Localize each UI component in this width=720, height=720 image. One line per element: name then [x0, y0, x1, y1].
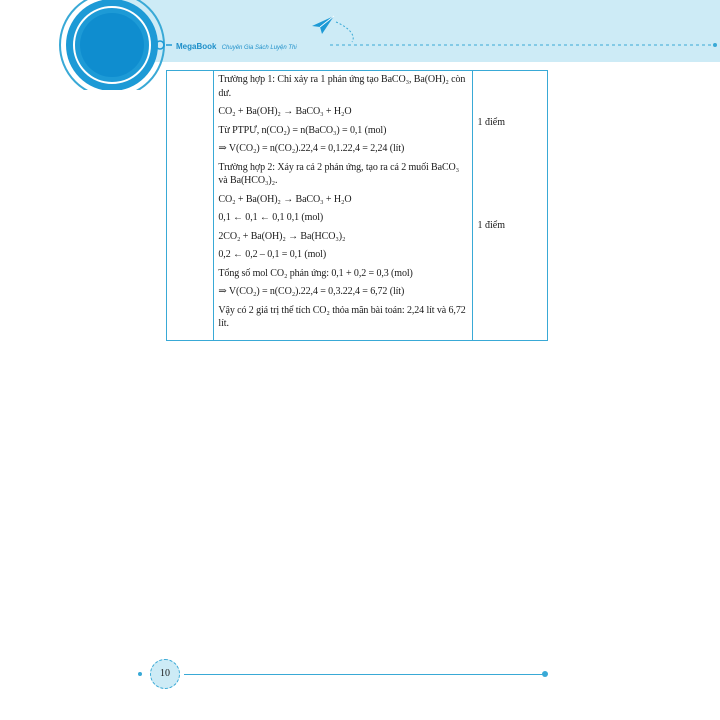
solution-line: 0,2 ← 0,2 – 0,1 = 0,1 (mol) — [218, 249, 327, 260]
solution-line: ⇒ V(CO₂) = n(CO₂).22,4 = 0,3.22,4 = 6,72 (lít) — [218, 286, 405, 297]
solution-line: ⇒ V(CO₂) = n(CO₂).22,4 = 0,1.22,4 = 2,24 (lít) — [218, 143, 405, 154]
solution-line: Từ PTPƯ, n(CO₂) = n(BaCO₃) = 0,1 (mol) — [218, 124, 387, 136]
brand-logo — [176, 42, 297, 51]
solution-line: Tổng số mol CO₂ phản ứng: 0,1 + 0,2 = 0,3 (mol) — [218, 267, 413, 279]
table-row — [167, 71, 548, 341]
solution-line: Trường hợp 1: Chỉ xảy ra 1 phản ứng tạo BaCO₃, Ba(OH)₂ còn dư. — [218, 74, 466, 99]
solution-line: CO₂ + Ba(OH)₂ → BaCO₃ + H₂O — [218, 106, 352, 117]
footer-dot-right — [542, 671, 548, 677]
solution-cell — [214, 71, 473, 341]
solution-line: Trường hợp 2: Xảy ra cả 2 phản ứng, tạo ra cả 2 muối BaCO₃ và Ba(HCO₃)₂. — [218, 161, 460, 186]
solution-line: 2CO₂ + Ba(OH)₂ → Ba(HCO₃)₂ — [218, 230, 346, 242]
footer-rule — [184, 674, 544, 675]
question-cell — [167, 71, 214, 341]
brand-tagline: Chuyên Gia Sách Luyện Thi — [221, 45, 297, 51]
page-number: 10 — [160, 668, 170, 679]
score-cell — [473, 71, 548, 341]
solution-line: CO₂ + Ba(OH)₂ → BaCO₃ + H₂O — [218, 193, 352, 205]
solution-line: Vậy có 2 giá trị thể tích CO₂ thỏa mãn bài toán: 2,24 lít và 6,72 lít. — [218, 304, 466, 329]
solution-line: 0,1 ← 0,1 ← 0,1 0,1 (mol) — [218, 212, 324, 223]
footer-dot-left — [138, 672, 142, 676]
brand-name: MegaBook — [176, 42, 217, 51]
score-label: 1 điểm — [477, 117, 505, 128]
solution-table — [166, 70, 548, 341]
score-label: 1 điểm — [477, 220, 505, 231]
